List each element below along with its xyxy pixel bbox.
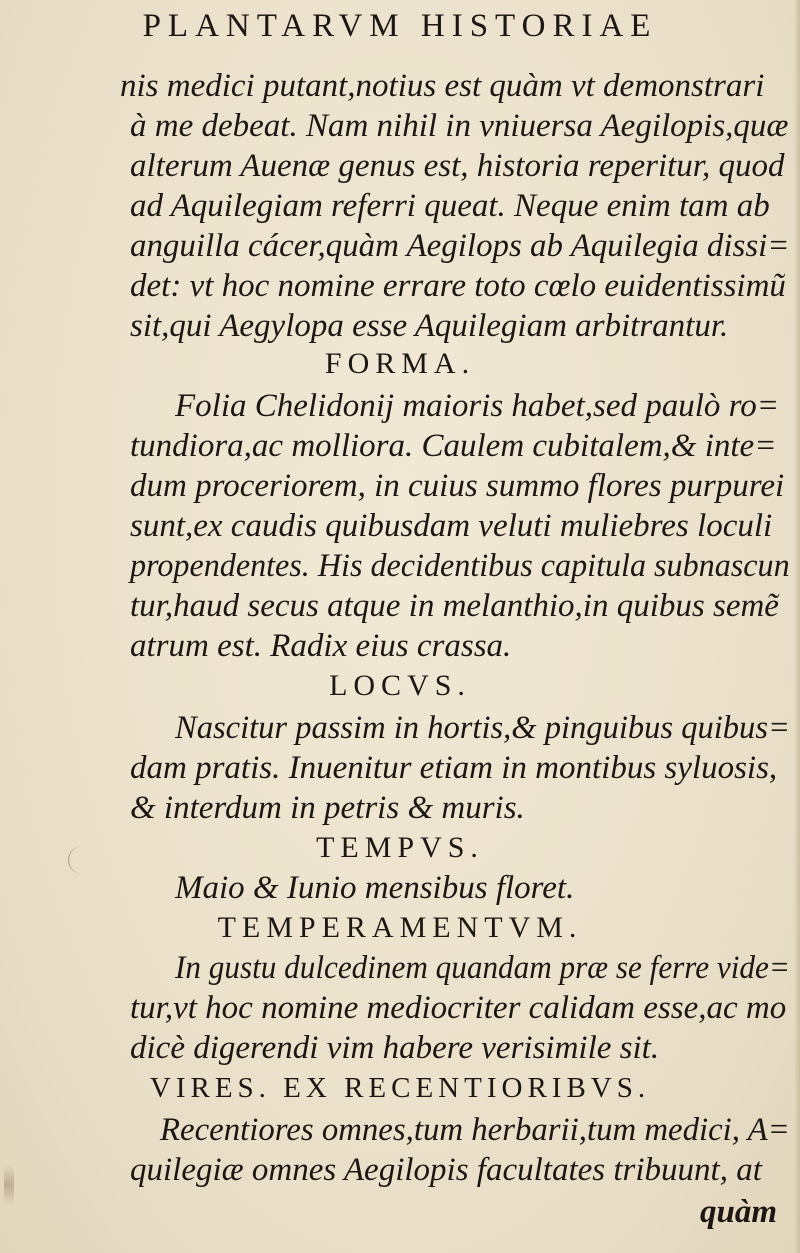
text-line: Folia Chelidonij maioris habet,sed paulò ro= (175, 388, 780, 424)
text-line: atrum est. Radix eius crassa. (130, 628, 512, 664)
text-line: dam pratis. Inuenitur etiam in montibus syluosis, (130, 750, 778, 786)
text-line: & interdum in petris & muris. (130, 790, 525, 826)
text-line: ad Aquilegiam referri queat. Neque enim tam ab (130, 188, 770, 224)
text-line: Maio & Iunio mensibus floret. (175, 870, 575, 906)
text-line: quilegiæ omnes Aegilopis facultates tribuunt, at (130, 1152, 762, 1188)
text-line: Nascitur passim in hortis,& pinguibus quibus= (175, 710, 790, 746)
text-line: dum proceriorem, in cuius summo flores purpurei (130, 468, 785, 504)
text-line: alterum Auenæ genus est, historia reperitur, quod (130, 148, 785, 184)
text-line: tur,vt hoc nomine mediocriter calidam esse,ac mo (130, 990, 787, 1026)
catchword: quàm (700, 1194, 778, 1230)
section-heading-tempus: TEMPVS. (316, 831, 484, 864)
running-head: PLANTARVM HISTORIAE (142, 8, 658, 44)
section-heading-temperamentum: TEMPERAMENTVM. (217, 911, 583, 944)
section-heading-locus: LOCVS. (329, 669, 471, 702)
text-line: dicè digerendi vim habere verisimile sit. (130, 1030, 660, 1066)
text-line: nis medici putant,notius est quàm vt demonstrari (120, 68, 765, 104)
margin-stain (4, 1165, 14, 1205)
section-heading-vires: VIRES. EX RECENTIORIBVS. (149, 1072, 651, 1104)
section-heading-forma: FORMA. (324, 347, 476, 380)
text-line: anguilla cácer,quàm Aegilops ab Aquilegia dissi= (130, 228, 790, 264)
text-line: sunt,ex caudis quibusdam veluti muliebres loculi (130, 508, 773, 544)
text-line: In gustu dulcedinem quandam præ se ferre vide= (175, 950, 790, 986)
text-line: tur,haud secus atque in melanthio,in quibus semẽ (130, 588, 779, 624)
text-line: sit,qui Aegylopa esse Aquilegiam arbitrantur. (130, 308, 729, 344)
text-line: Recentiores omnes,tum herbarii,tum medici, A= (160, 1112, 790, 1148)
text-line: tundiora,ac molliora. Caulem cubitalem,& inte= (130, 428, 777, 464)
text-line: det: vt hoc nomine errare toto cœlo euidentissimũ (130, 268, 786, 304)
text-line: propendentes. His decidentibus capitula subnascun (130, 548, 790, 584)
page-edge (794, 0, 800, 1253)
text-line: à me debeat. Nam nihil in vniuersa Aegilopis,quæ (130, 108, 789, 144)
